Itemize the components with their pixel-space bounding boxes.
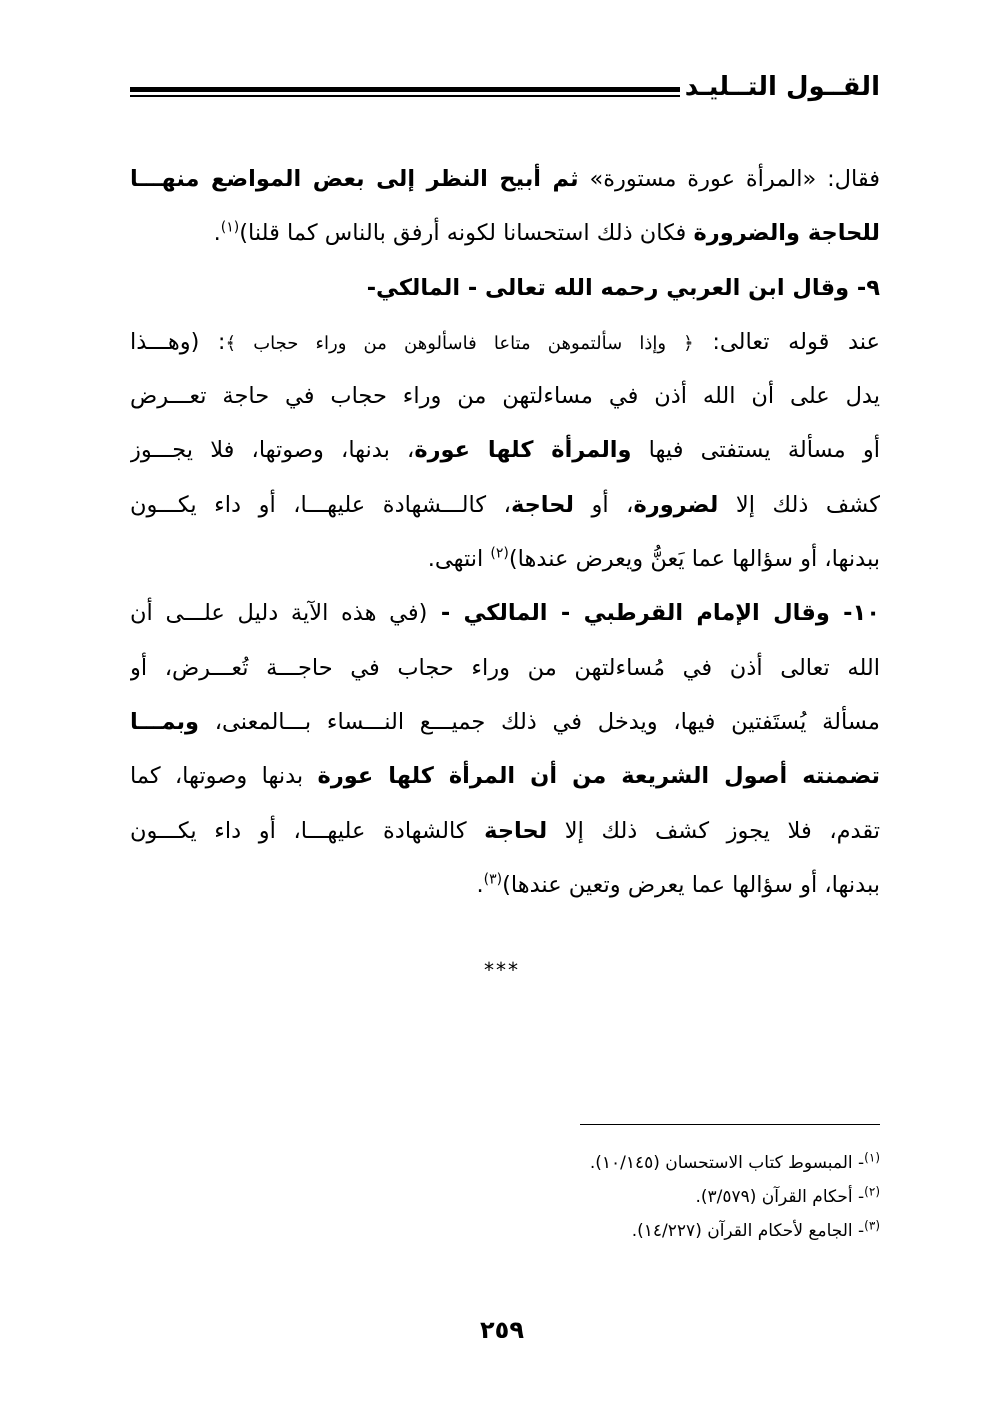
- text-line: أو مسألة يستفتى فيها والمرأة كلها عورة، بدنها، وصوتها، فلا يجـــوز: [130, 437, 880, 464]
- footnote: $^{(٢)}$- أحكام القرآن (٣/٥٧٩).: [695, 1184, 880, 1207]
- text-line: مسألة يُستَفتين فيها، ويدخل في ذلك جميـــع النـــساء بـــالمعنى، وبمـــا: [130, 708, 880, 735]
- text-line: يدل على أن الله أذن في مساءلتهن من وراء حجاب في حاجة تعـــرض: [130, 383, 880, 410]
- text-line: ١٠- وقال الإمام القرطبي - المالكي - (في هذه الآية دليل علـــى أن: [130, 600, 880, 627]
- section-heading: ١٠- وقال الإمام القرطبي - المالكي -: [427, 600, 880, 627]
- page-number: ٢٥٩: [480, 1316, 524, 1344]
- text-line: فقال: «المرأة عورة مستورة» ثم أبيح النظر إلى بعض المواضع منهـــا: [130, 166, 880, 192]
- footnote-rule: [580, 1124, 880, 1125]
- footnote: $^{(٣)}$- الجامع لأحكام القرآن (١٤/٢٢٧).: [631, 1218, 880, 1241]
- running-title: القــول التــليـد: [684, 72, 880, 102]
- section-heading: ٩- وقال ابن العربي رحمه الله تعالى - المالكي-: [366, 274, 880, 301]
- footnote-ref[interactable]: (٣): [483, 871, 503, 888]
- footnote: $^{(١)}$- المبسوط كتاب الاستحسان (١٠/١٤٥).: [589, 1150, 880, 1173]
- body-text: [130, 152, 880, 912]
- footnote-ref[interactable]: (١): [220, 219, 240, 236]
- text-line: ببدنها، أو سؤالها عما يعرض وتعين عندها)$^{(٣)}$.: [476, 871, 880, 898]
- section-separator: ***: [484, 958, 520, 982]
- text-line: كشف ذلك إلا لضرورة، أو لحاجة، كالـــشهادة عليهـــا، أو داء يكـــون: [130, 491, 880, 518]
- text-line: عند قوله تعالى: ﴿ وإذا سألتموهن متاعا فاسألوهن من وراء حجاب ﴾: (وهـــذا: [130, 328, 880, 355]
- text-line: للحاجة والضرورة فكان ذلك استحسانا لكونه أرفق بالناس كما قلنا)$^{(١)}$.: [213, 219, 880, 247]
- text-line: ببدنها، أو سؤالها عما يَعنُّ ويعرض عندها)$^{(٢)}$ انتهى.: [427, 545, 880, 573]
- footnote-ref[interactable]: (٢): [490, 545, 509, 562]
- page-header: [130, 72, 880, 112]
- text-line: الله تعالى أذن في مُساءلتهن من وراء حجاب في حاجـــة تُعـــرض، أو: [130, 654, 880, 681]
- text-line: تقدم، فلا يجوز كشف ذلك إلا لحاجة كالشهادة عليهـــا، أو داء يكـــون: [130, 817, 880, 844]
- header-rule: [130, 87, 680, 97]
- text-line: تضمنته أصول الشريعة من أن المرأة كلها عورة بدنها وصوتها، كما: [130, 763, 880, 790]
- quran-verse: ﴿ وإذا سألتموهن متاعا فاسألوهن من وراء حجاب ﴾: [225, 332, 694, 354]
- footnotes: [380, 1146, 880, 1248]
